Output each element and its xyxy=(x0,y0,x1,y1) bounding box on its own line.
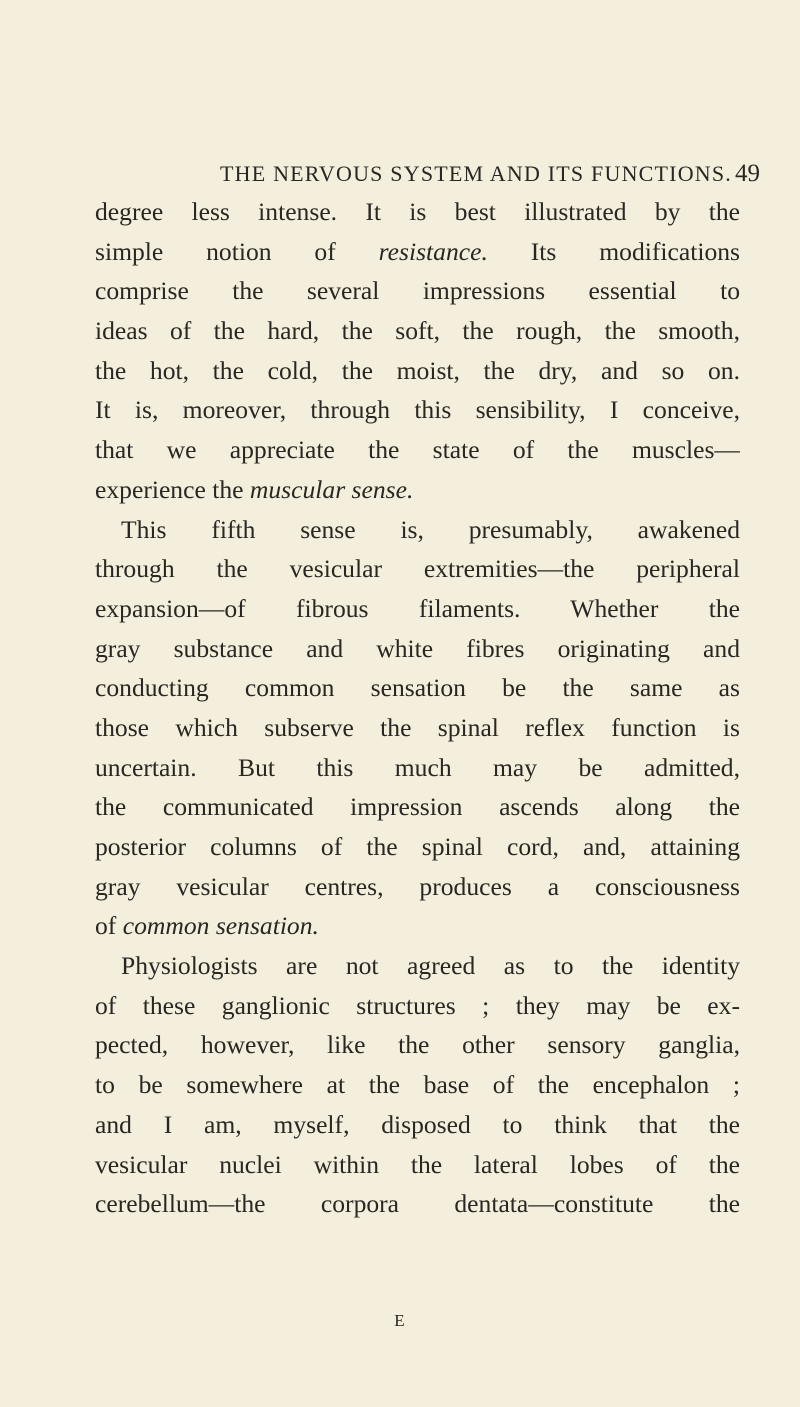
text-line xyxy=(95,1105,740,1145)
text-line xyxy=(95,827,740,867)
text-line xyxy=(95,668,740,708)
text-line xyxy=(95,192,740,232)
text-run: ideas of the hard, the soft, the rough, the smooth, xyxy=(95,316,740,346)
text-run: experience the xyxy=(95,474,250,504)
text-run: the hot, the cold, the moist, the dry, and so on. xyxy=(95,355,740,385)
body-text xyxy=(95,192,740,1224)
text-line xyxy=(95,430,740,470)
italic-term: muscular sense. xyxy=(249,474,414,504)
text-run: degree less intense. It is best illustrated by the xyxy=(95,197,740,226)
text-run: simple notion of xyxy=(95,236,379,266)
text-run: It is, moreover, through this sensibility, I conceive, xyxy=(95,395,740,425)
text-run: cerebellum—the corpora dentata—constitute the xyxy=(95,1189,740,1219)
text-run: and I am, myself, disposed to think that the xyxy=(95,1109,740,1139)
text-line xyxy=(95,986,740,1026)
signature-mark: E xyxy=(394,1311,406,1330)
running-header xyxy=(220,160,760,188)
text-run: gray substance and white fibres originating and xyxy=(95,633,740,663)
text-line xyxy=(95,1145,740,1185)
text-run: uncertain. But this much may be admitted, xyxy=(95,752,740,782)
text-line xyxy=(95,946,740,986)
text-line xyxy=(95,708,740,748)
text-line xyxy=(95,549,740,589)
page-number: 49 xyxy=(735,160,760,187)
text-run: through the vesicular extremities—the peripheral xyxy=(95,554,740,584)
text-line xyxy=(95,1184,740,1224)
text-line xyxy=(95,390,740,430)
text-run: Its modifications xyxy=(487,236,740,266)
text-line xyxy=(95,232,740,272)
text-line xyxy=(95,787,740,827)
text-line xyxy=(95,1025,740,1065)
running-title: THE NERVOUS SYSTEM AND ITS FUNCTIONS. xyxy=(220,161,733,186)
text-run: This fifth sense is, presumably, awakened xyxy=(121,514,740,544)
text-run: the communicated impression ascends along the xyxy=(95,792,740,822)
text-line xyxy=(95,470,740,510)
italic-term: common sensation. xyxy=(122,911,319,941)
text-line xyxy=(95,867,740,907)
text-run: comprise the several impressions essential to xyxy=(95,276,740,306)
text-line xyxy=(95,311,740,351)
text-run: Physiologists are not agreed as to the identity xyxy=(121,951,740,981)
text-run: gray vesicular centres, produces a consciousness xyxy=(95,871,740,901)
text-line xyxy=(95,748,740,788)
text-line xyxy=(95,629,740,669)
text-line xyxy=(95,906,740,946)
text-run: of xyxy=(95,911,123,941)
text-line xyxy=(95,510,740,550)
text-line xyxy=(95,271,740,311)
text-run: that we appreciate the state of the muscles— xyxy=(95,435,740,465)
text-line xyxy=(95,351,740,391)
italic-term: resistance. xyxy=(378,236,488,266)
text-run: those which subserve the spinal reflex function is xyxy=(95,712,740,742)
text-line xyxy=(95,1065,740,1105)
text-run: pected, however, like the other sensory ganglia, xyxy=(95,1030,740,1060)
text-line xyxy=(95,589,740,629)
text-run: vesicular nuclei within the lateral lobes of the xyxy=(95,1149,740,1179)
text-run: of these ganglionic structures ; they may be ex- xyxy=(95,990,740,1020)
text-run: posterior columns of the spinal cord, and, attaining xyxy=(95,832,740,861)
text-run: to be somewhere at the base of the encephalon ; xyxy=(95,1070,740,1100)
text-run: conducting common sensation be the same as xyxy=(95,673,740,703)
text-run: expansion—of fibrous filaments. Whether the xyxy=(95,593,740,623)
